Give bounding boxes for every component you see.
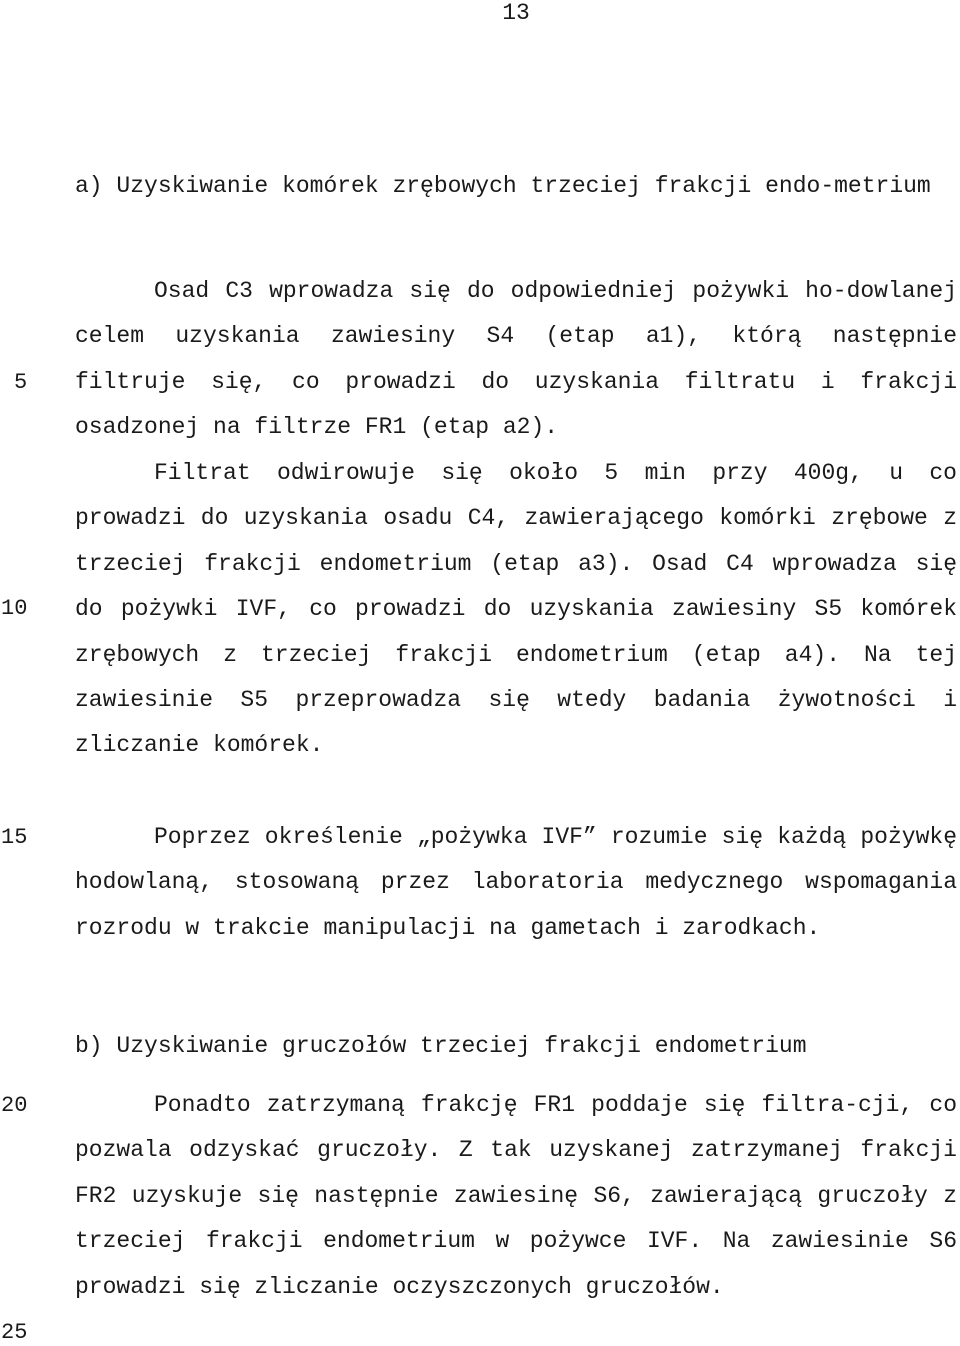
line-number-25: 25 [1,1320,28,1345]
line-number-20: 20 [1,1093,28,1118]
section-heading-b: b) Uzyskiwanie gruczołów trzeciej frakcji endometrium [75,1033,807,1059]
paragraph-2: Filtrat odwirowuje się około 5 min przy 400g, u co prowadzi do uzyskania osadu C4, zawierającego komórki zrębowe z trzeciej frakcji endometrium (etap a3). Osad C4 wprowadza się do pożywki IVF, co prowadzi do uzyskania zawiesiny S5 komórek zrębowych z trzeciej frakcji endometrium (etap a4). Na tej zawiesinie S5 przeprowadza się wtedy badania żywotności i zliczanie komórek. [75,460,957,759]
paragraph-1: Osad C3 wprowadza się do odpowiedniej pożywki ho-dowlanej celem uzyskania zawiesiny S4 (etap a1), którą następnie filtruje się, co prowadzi do uzyskania filtratu i frakcji osadzonej na filtrze FR1 (etap a2). [75,278,957,441]
line-number-5: 5 [14,370,28,395]
line-number-15: 15 [1,825,28,850]
paragraph-3: Poprzez określenie „pożywka IVF” rozumie się każdą pożywkę hodowlaną, stosowaną przez laboratoria medycznego wspomagania rozrodu w trakcie manipulacji na gametach i zarodkach. [75,824,957,941]
paragraph-4: Ponadto zatrzymaną frakcję FR1 poddaje się filtra-cji, co pozwala odzyskać gruczoły. Z tak uzyskanej zatrzymanej frakcji FR2 uzyskuje się następnie zawiesinę S6, zawierającą gruczoły z trzeciej frakcji endometrium w pożywce IVF. Na zawiesinie S6 prowadzi się zliczanie oczyszczonych gruczołów. [75,1092,957,1300]
page-number: 13 [502,0,530,26]
section-heading-a: a) Uzyskiwanie komórek zrębowych trzeciej frakcji endo-metrium [75,173,931,199]
line-number-10: 10 [1,596,28,621]
